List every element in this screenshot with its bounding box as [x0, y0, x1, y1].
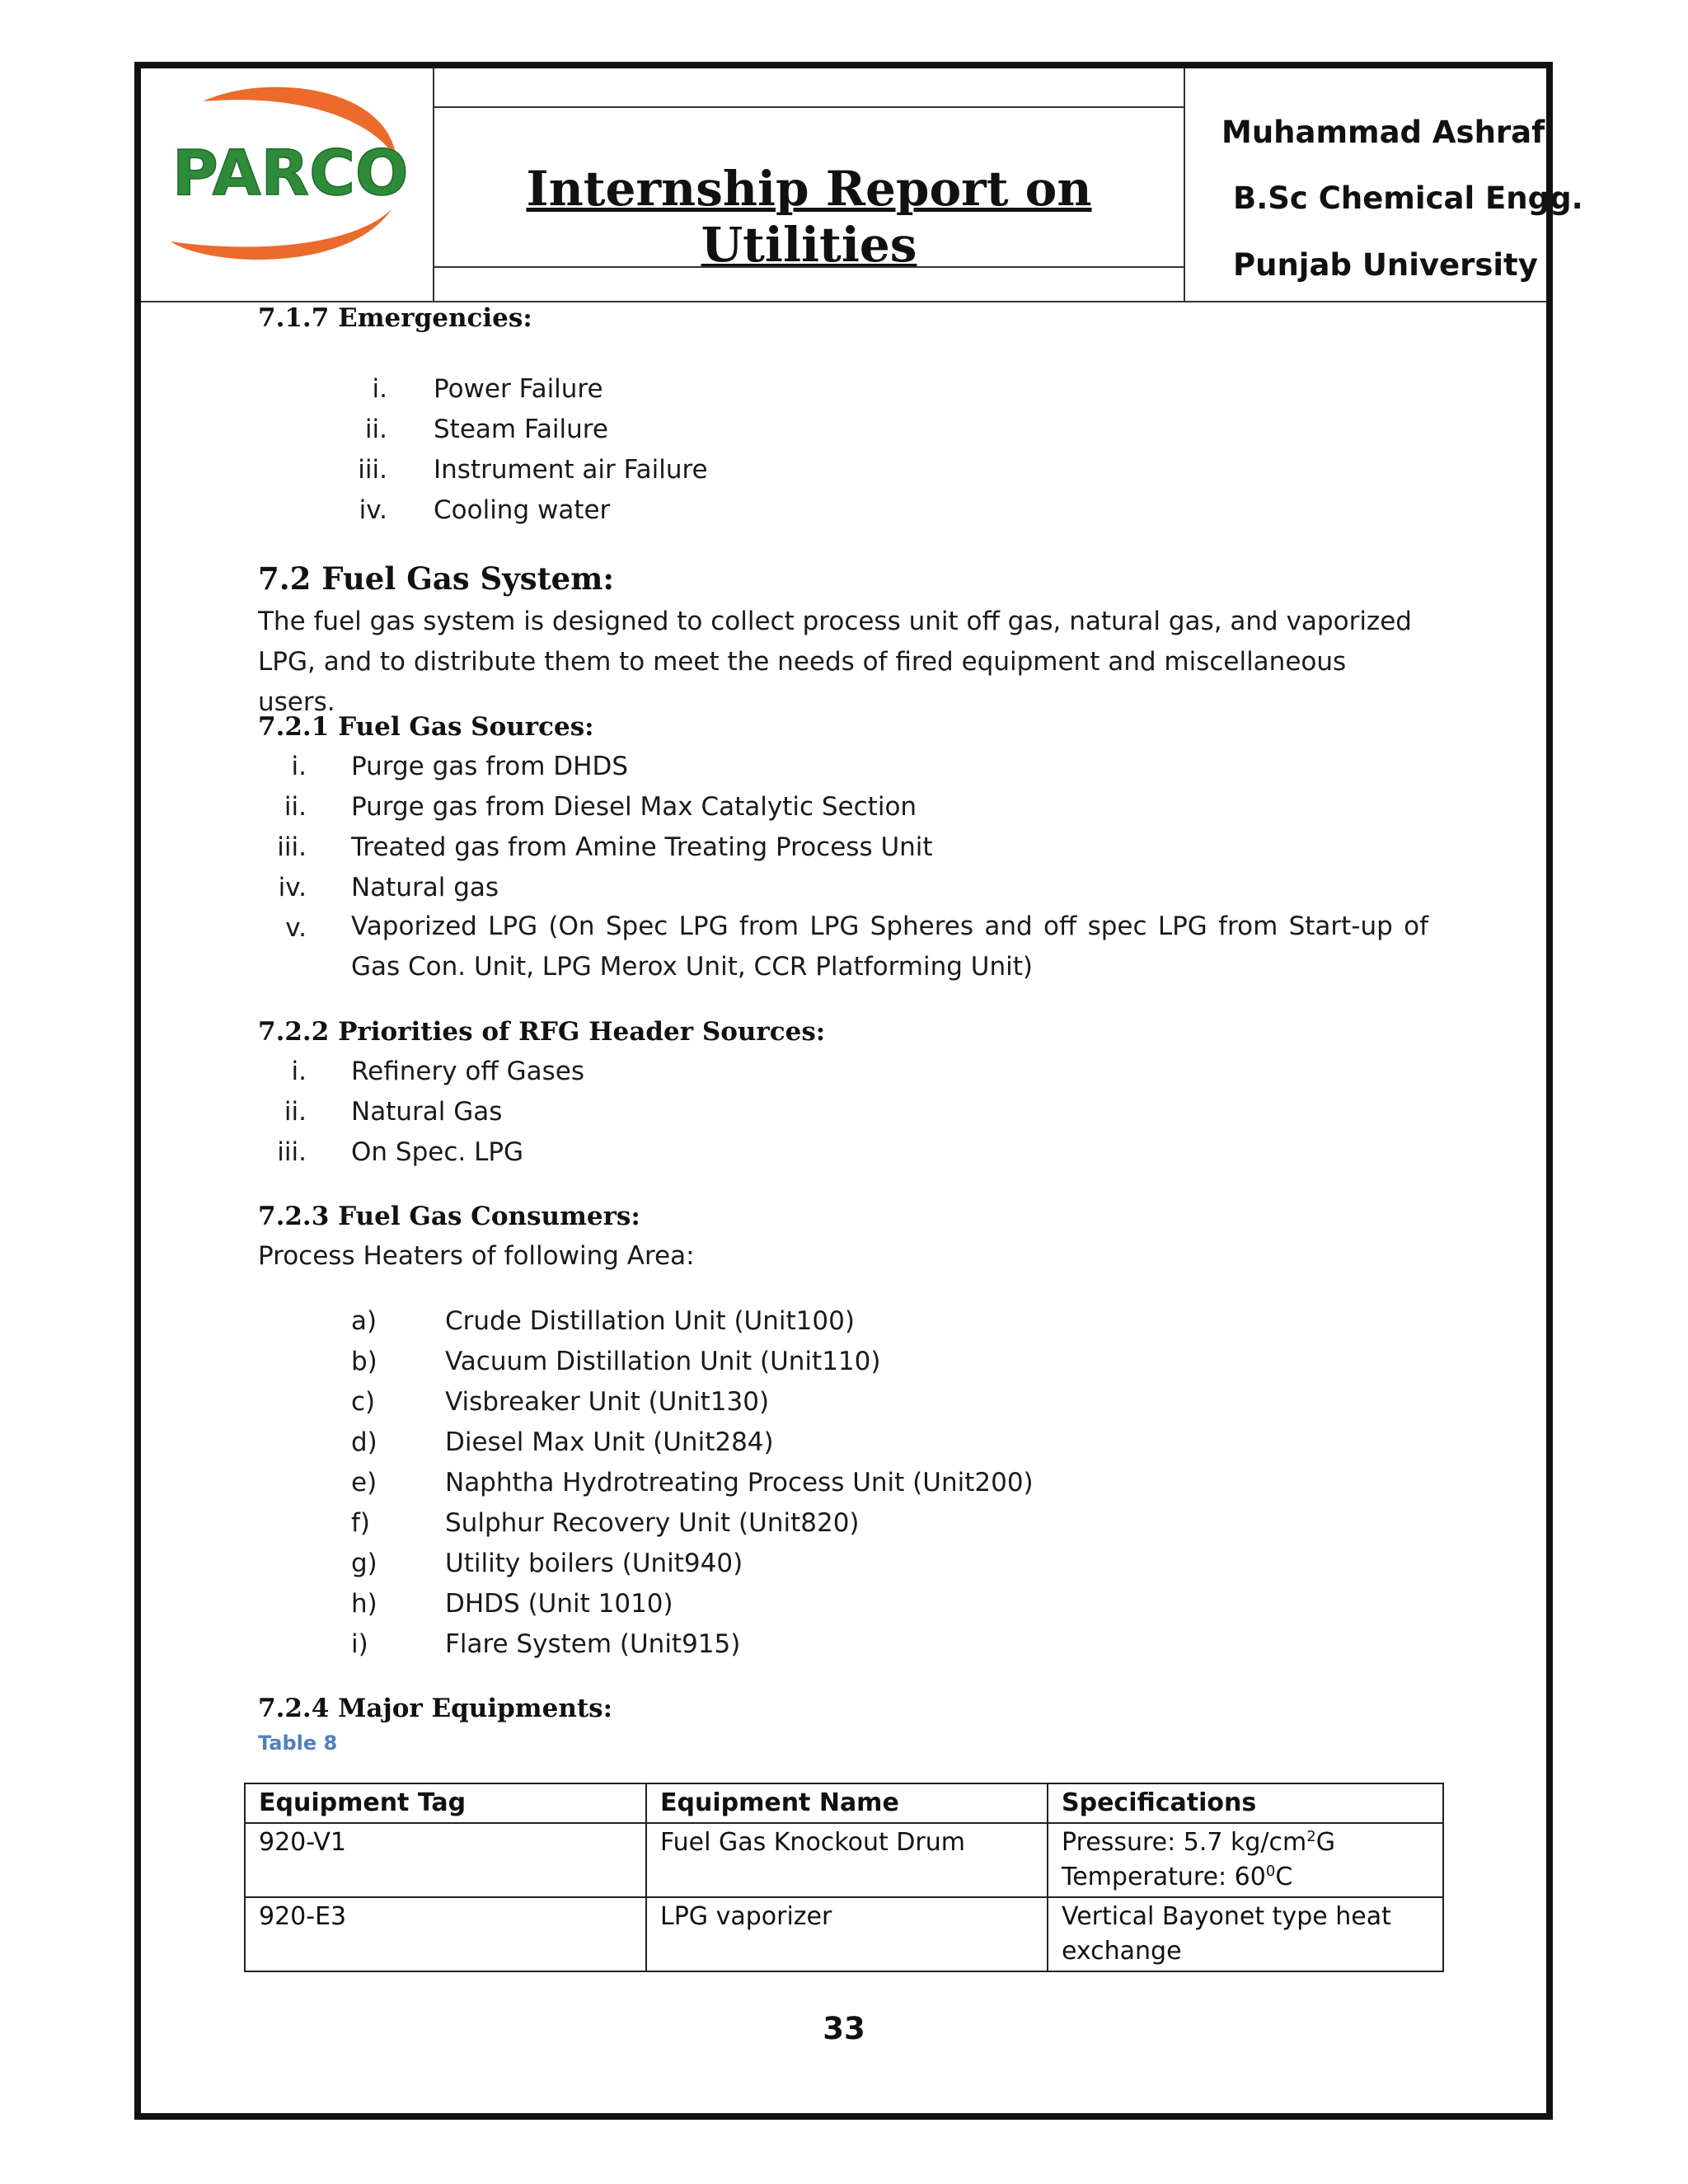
list-item: Power Failure [434, 374, 603, 404]
list-item: DHDS (Unit 1010) [445, 1589, 673, 1619]
list-marker: iii. [277, 832, 307, 862]
heading-7-2: 7.2 Fuel Gas System: [258, 560, 615, 597]
list-item: Purge gas from DHDS [351, 752, 629, 781]
cell-tag: 920-E3 [245, 1897, 646, 1971]
list-marker: ii. [284, 1097, 307, 1127]
list-marker: i) [351, 1629, 368, 1659]
section-7-2-3-intro: Process Heaters of following Area: [258, 1241, 695, 1271]
page-header [141, 68, 1583, 302]
list-item: Vacuum Distillation Unit (Unit110) [445, 1347, 881, 1376]
page-number: 33 [823, 2011, 865, 2046]
cell-spec [1048, 1823, 1443, 1897]
list-marker: iii. [277, 1137, 307, 1167]
cell-tag: 920-V1 [245, 1823, 646, 1897]
list-marker: h) [351, 1589, 377, 1619]
column-header: Specifications [1048, 1783, 1443, 1823]
list-item: Flare System (Unit915) [445, 1629, 741, 1659]
list-marker: f) [351, 1508, 371, 1538]
list-marker: ii. [364, 415, 387, 444]
spec-pressure: Pressure: 5.7 $kg/cm^2G$ [1062, 1828, 1335, 1857]
document-title: Internship Report on Utilities [526, 161, 1092, 273]
column-header: Equipment Name [646, 1783, 1048, 1823]
heading-7-1-7: 7.1.7 Emergencies: [258, 303, 532, 333]
list-marker: e) [351, 1468, 377, 1497]
cell-name: LPG vaporizer [646, 1897, 1048, 1971]
list-item: Instrument air Failure [434, 455, 708, 485]
list-marker: i. [372, 374, 387, 404]
list-item: Vaporized LPG (On Spec LPG from LPG Spheres and off spec LPG from Start-up of Gas Con. Unit, LPG Merox Unit, CCR Platforming Unit) [351, 912, 1428, 982]
list-item: Diesel Max Unit (Unit284) [445, 1427, 774, 1457]
parco-logo [141, 68, 434, 301]
author-cell [1185, 68, 1583, 301]
author-university: Punjab University [1233, 247, 1538, 283]
list-marker: ii. [284, 792, 307, 822]
list-marker: iii. [358, 455, 387, 485]
logo-cell [141, 68, 434, 301]
table-header-row [245, 1783, 1443, 1823]
list-item: Purge gas from Diesel Max Catalytic Section [351, 792, 917, 822]
list-marker: iv. [278, 873, 307, 902]
list-marker: a) [351, 1306, 377, 1336]
equipment-table [244, 1783, 1444, 1972]
section-7-2-body: The fuel gas system is designed to collect process unit off gas, natural gas, and vaporized LPG, and to distribute them to meet the needs of fired equipment and miscellaneous users. [258, 607, 1412, 717]
list-item: Naphtha Hydrotreating Process Unit (Unit200) [445, 1468, 1034, 1497]
title-cell [434, 68, 1185, 301]
list-item: Natural Gas [351, 1097, 503, 1127]
list-marker: v. [285, 913, 307, 943]
list-item: On Spec. LPG [351, 1137, 524, 1167]
logo-text: PARCO [172, 136, 409, 209]
list-item: Treated gas from Amine Treating Process Unit [351, 832, 933, 862]
author-name: Muhammad Ashraf [1221, 115, 1545, 150]
list-marker: i. [291, 1057, 307, 1086]
list-item: Visbreaker Unit (Unit130) [445, 1387, 770, 1417]
author-degree: B.Sc Chemical Engg. [1233, 180, 1583, 216]
list-item: Crude Distillation Unit (Unit100) [445, 1306, 855, 1336]
table-row [245, 1823, 1443, 1897]
list-item: Cooling water [434, 495, 611, 525]
heading-7-2-3: 7.2.3 Fuel Gas Consumers: [258, 1202, 640, 1231]
list-item: Utility boilers (Unit940) [445, 1549, 743, 1578]
list-marker: g) [351, 1549, 377, 1578]
list-marker: iv. [359, 495, 387, 525]
list-item: Natural gas [351, 873, 499, 902]
spec-temperature: Temperature: $60^0C$ [1062, 1863, 1293, 1891]
list-item: Refinery off Gases [351, 1057, 584, 1086]
cell-spec: Vertical Bayonet type heat exchange [1048, 1897, 1443, 1971]
list-item: Steam Failure [434, 415, 608, 444]
list-marker: d) [351, 1427, 377, 1457]
cell-name: Fuel Gas Knockout Drum [646, 1823, 1048, 1897]
column-header: Equipment Tag [245, 1783, 646, 1823]
table-caption: Table 8 [258, 1732, 338, 1755]
table-row [245, 1897, 1443, 1971]
heading-7-2-2: 7.2.2 Priorities of RFG Header Sources: [258, 1017, 826, 1047]
heading-7-2-4: 7.2.4 Major Equipments: [258, 1694, 613, 1723]
list-item: Sulphur Recovery Unit (Unit820) [445, 1508, 860, 1538]
list-marker: c) [351, 1387, 376, 1417]
list-marker: b) [351, 1347, 377, 1376]
heading-7-2-1: 7.2.1 Fuel Gas Sources: [258, 712, 594, 742]
list-marker: i. [291, 752, 307, 781]
